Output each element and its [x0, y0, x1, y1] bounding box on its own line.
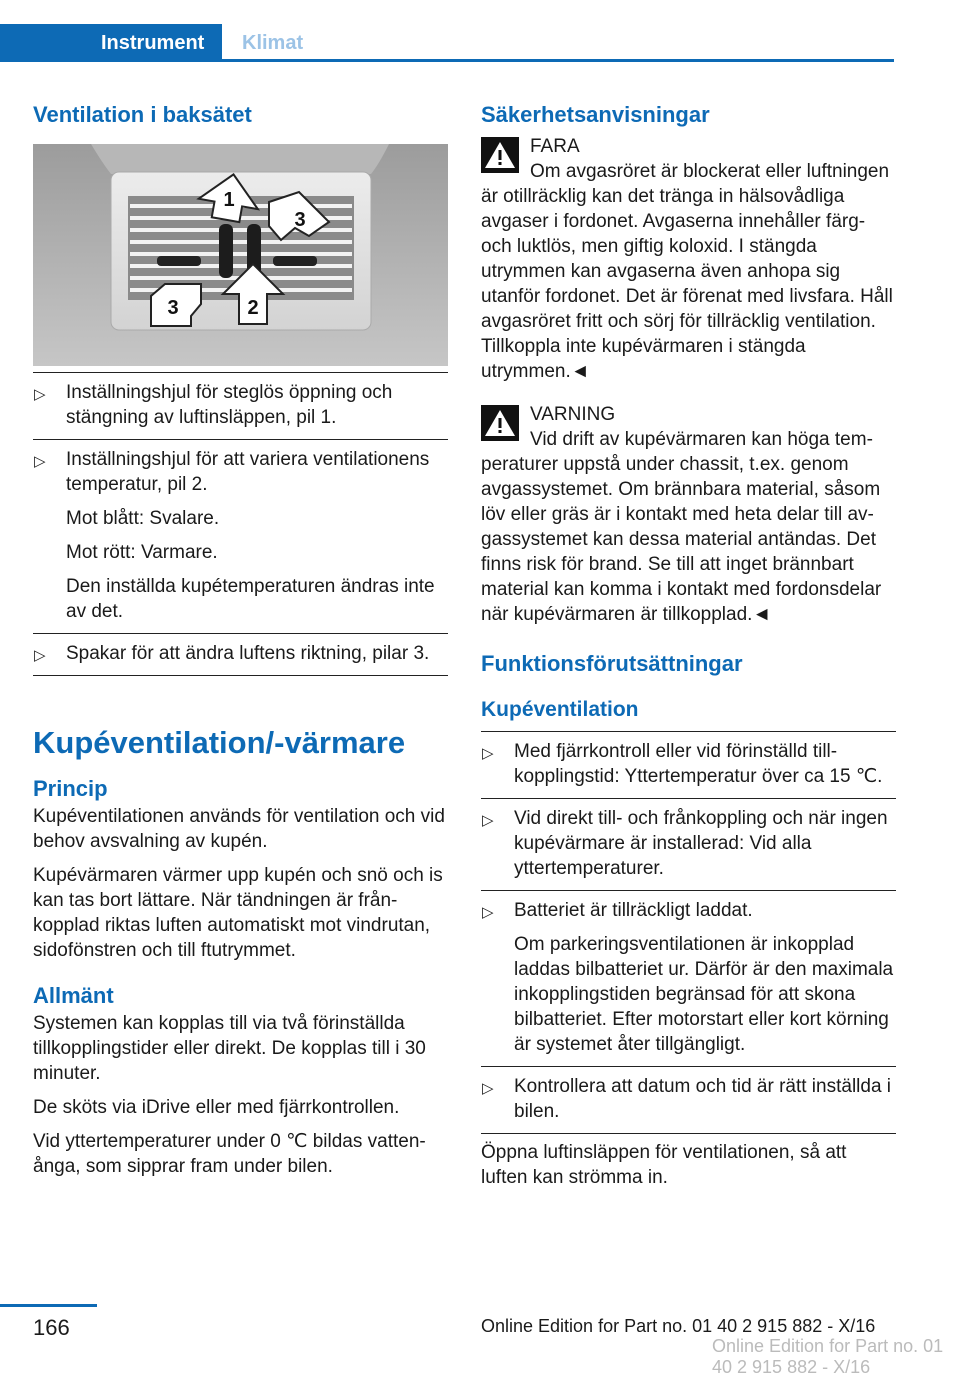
paragraph: Vid yttertemperaturer under 0 ℃ bildas vattenånga, som sipprar fram under bilen.	[33, 1131, 426, 1177]
paragraph: Systemen kan kopplas till via två förinställda tillkopplingstider eller direkt. De kopplas till i 30 minuter.	[33, 1013, 426, 1084]
section-title: Kupéventilation/-värmare	[33, 725, 406, 760]
warning-text: Vid drift av kupévärmaren kan höga temperaturer uppstå under chassit, t.ex. genom avgassystemet. Om brännbara material, såsom löv eller gräs är i kontakt med heta delar till avgassystemet kan dessa material antändas. Det finns risk för brand. Se till att inget brännbart material kan komma i kontakt med fordonsdelar när kupévärmaren är tillkopplad.◄	[481, 429, 882, 625]
bullet-triangle-icon: ▷	[482, 1080, 494, 1097]
warning-triangle-icon	[481, 137, 519, 173]
bullet-triangle-icon: ▷	[34, 453, 46, 470]
arrow-label-3-right: 3	[294, 209, 306, 231]
list-item: ▷ Spakar för att ändra luftens riktning, pilar 3.	[33, 633, 448, 676]
chapter-tab-bar	[0, 24, 894, 62]
bullet-triangle-icon: ▷	[34, 647, 46, 664]
paragraph: De sköts via iDrive eller med fjärrkontrollen.	[33, 1097, 400, 1118]
footer-rule	[0, 1304, 97, 1307]
bullet-triangle-icon: ▷	[482, 745, 494, 762]
list-item: ▷ Med fjärrkontroll eller vid förinställd tillkopplingstid: Yttertemperatur över ca 15 ℃.	[481, 731, 896, 798]
list-item: ▷ Batteriet är tillräckligt laddat. Om parkeringsventilationen är inkopplad laddas bilbatteriet ur. Därför är den maximala inkopplingstiden begränsad för att skona bilbatteriet. Efter motorstart eller kort körning är systemet åter tillgängligt.	[481, 890, 896, 1066]
left-column	[33, 100, 448, 1188]
arrow-label-2: 2	[247, 297, 259, 319]
list-item: ▷ Inställningshjul för steglös öppning och stängning av luftinsläppen, pil 1.	[33, 372, 448, 439]
general-heading: Allmänt	[33, 983, 114, 1008]
prerequisites-heading: Funktionsförutsättningar	[481, 651, 743, 676]
list-item: ▷ Vid direkt till- och frånkoppling och när ingen kupévärmare är installerad: Vid alla yttertemperaturer.	[481, 798, 896, 890]
bullet-triangle-icon: ▷	[34, 386, 46, 403]
rear-vent-controls-list	[33, 372, 448, 676]
watermark-text: Online Edition for Part no. 01 40 2 915 882 - X/16	[712, 1336, 944, 1377]
edition-text: Online Edition for Part no. 01 40 2 915 882 - X/16	[481, 1316, 876, 1336]
warning-title: VARNING	[530, 404, 616, 425]
principle-heading: Princip	[33, 776, 108, 801]
page-number: 166	[33, 1315, 70, 1340]
paragraph: Kupéventilationen används för ventilation och vid behov avsvalning av kupén.	[33, 806, 445, 852]
closing-paragraph: Öppna luftinsläppen för ventilationen, så att luften kan strömma in.	[481, 1142, 847, 1188]
tab-klimat[interactable]: Klimat	[242, 32, 304, 54]
rear-vent-photo	[33, 144, 448, 366]
rear-vent-illustration	[33, 144, 448, 366]
bullet-triangle-icon: ▷	[482, 812, 494, 829]
warning-text: Om avgasröret är blockerat eller luftningen är otillräcklig kan det tränga in hälsovådliga avgaser i fordonet. Avgaserna innehåller färg- och luktlös, men giftig koloxid. I stängda utrymmen kan avgaserna även anhopa sig utanför fordonet. Det är förenat med livsfara. Håll avgasröret fritt och sörj för tillräcklig ventilation. Tillkoppla inte kupévärmaren i stängda utrymmen.◄	[481, 161, 893, 382]
warning-triangle-icon	[481, 405, 519, 441]
warning-title: FARA	[530, 136, 580, 157]
arrow-label-3-left: 3	[167, 297, 179, 319]
list-item: ▷ Kontrollera att datum och tid är rätt inställda i bilen.	[481, 1066, 896, 1134]
right-column	[481, 100, 896, 1199]
cabin-ventilation-heading: Kupéventilation	[481, 698, 639, 721]
bullet-triangle-icon: ▷	[482, 904, 494, 921]
arrow-label-1: 1	[223, 189, 235, 211]
prerequisites-list	[481, 731, 896, 1134]
caution-warning	[481, 398, 896, 627]
danger-warning	[481, 130, 896, 384]
list-item: ▷ Inställningshjul för att variera ventilationens temperatur, pil 2. Mot blått: Svalare. Mot rött: Varmare. Den inställda kupétemperaturen ändras inte av det.	[33, 439, 448, 633]
rear-ventilation-heading: Ventilation i baksätet	[33, 102, 252, 127]
safety-heading: Säkerhetsanvisningar	[481, 102, 710, 127]
tab-instrument[interactable]: Instrument	[0, 24, 222, 62]
paragraph: Kupévärmaren värmer upp kupén och snö och is kan tas bort lättare. När tändningen är frånkopplad riktas luften automatiskt mot vindrutan, sidofönstren och till ftutrymmet.	[33, 865, 443, 961]
